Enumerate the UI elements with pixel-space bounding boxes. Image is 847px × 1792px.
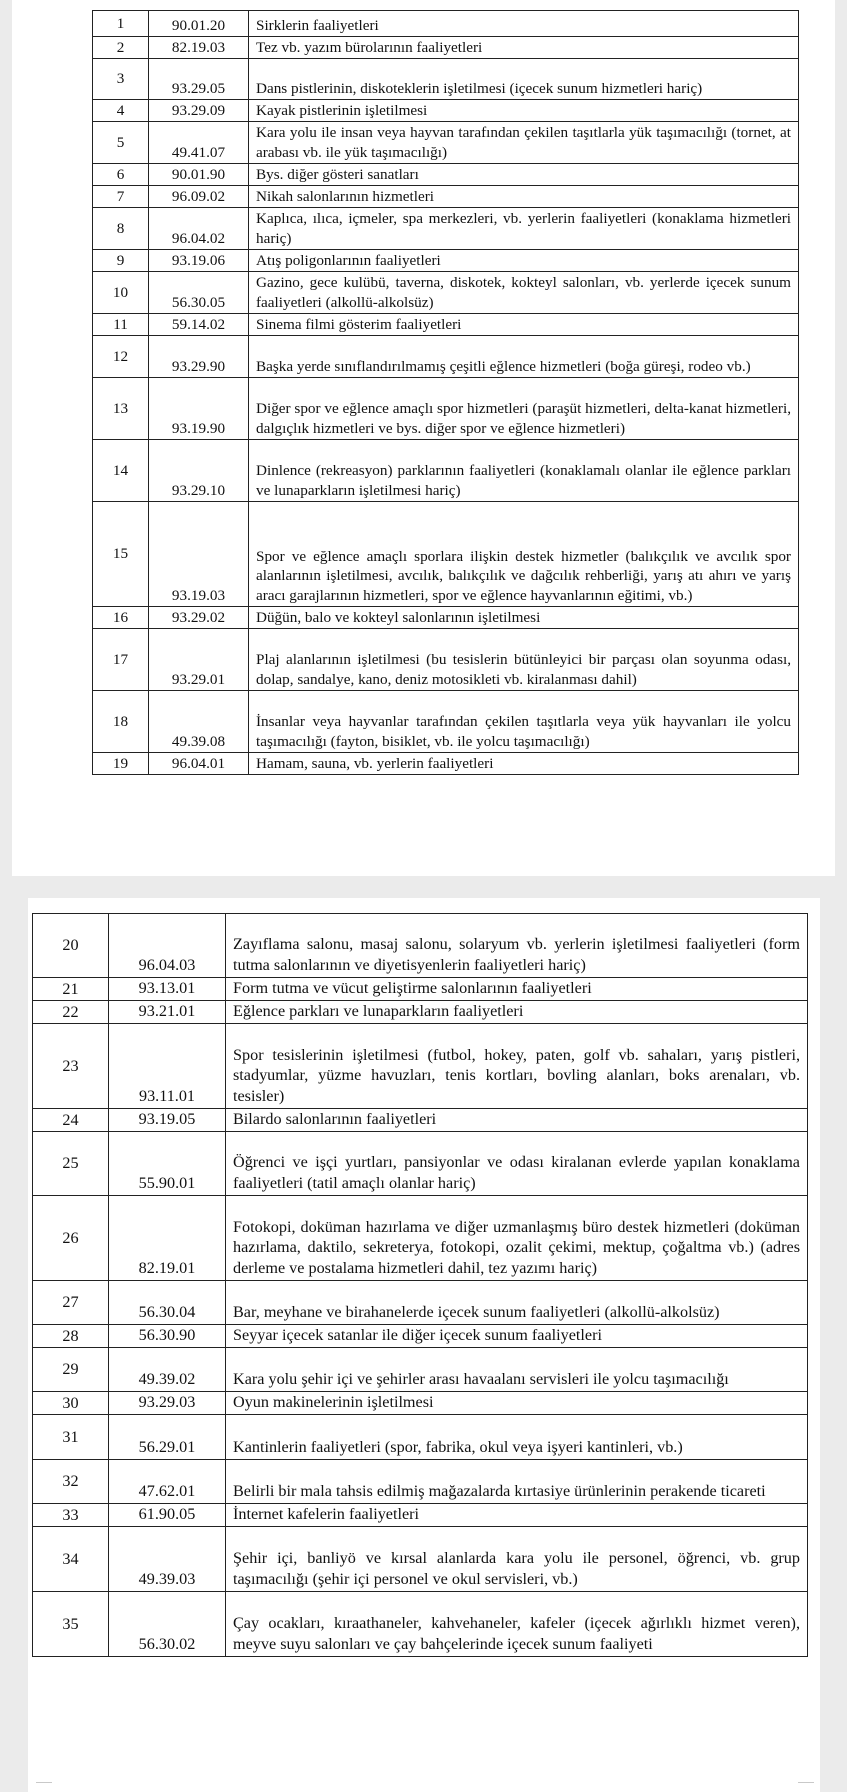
activity-code-cell: 93.19.05 xyxy=(109,1109,226,1132)
activity-description-cell: Spor ve eğlence amaçlı sporlara ilişkin destek hizmetler (balıkçılık ve avcılık spor alanlarının işletilmesi, avcılık, balıkçılık ve dağcılık rehberliği, yarış atı ahırı ve yarış aracı garajlarının hizmetleri, spor ve eğlence hayvanlarının eğitimi, vb.) xyxy=(249,502,799,607)
activity-code-cell: 96.04.03 xyxy=(109,914,226,978)
activity-description-cell: Kayak pistlerinin işletilmesi xyxy=(249,100,799,122)
row-number-cell: 31 xyxy=(33,1415,109,1460)
activity-code-cell: 59.14.02 xyxy=(149,314,249,336)
row-number-cell: 19 xyxy=(93,753,149,775)
row-number-cell: 22 xyxy=(33,1001,109,1024)
row-number-cell: 1 xyxy=(93,11,149,37)
activity-description-cell: Belirli bir mala tahsis edilmiş mağazalarda kırtasiye ürünlerinin perakende ticareti xyxy=(226,1460,808,1504)
row-number-cell: 20 xyxy=(33,914,109,978)
row-number-cell: 30 xyxy=(33,1392,109,1415)
activity-description-cell: Fotokopi, doküman hazırlama ve diğer uzmanlaşmış büro destek hizmetleri (doküman hazırlama, daktilo, sekreterya, fotokopi, ozalit çekimi, mektup, çoğaltma vb.) (adres derleme ve postalama hizmetleri dahil, tez yazımı hariç) xyxy=(226,1196,808,1281)
table-row xyxy=(93,100,799,122)
table-row xyxy=(33,1504,808,1527)
activity-description-cell: Form tutma ve vücut geliştirme salonlarının faaliyetleri xyxy=(226,978,808,1001)
table-row xyxy=(93,59,799,100)
activity-description-cell: Bilardo salonlarının faaliyetleri xyxy=(226,1109,808,1132)
table-row xyxy=(93,691,799,753)
activity-description-cell: Dinlence (rekreasyon) parklarının faaliyetleri (konaklamalı olanlar ile eğlence parkları ve lunaparkların işletilmesi hariç) xyxy=(249,440,799,502)
activity-code-cell: 49.41.07 xyxy=(149,122,249,164)
activity-description-cell: Bar, meyhane ve birahanelerde içecek sunum faaliyetleri (alkollü-alkolsüz) xyxy=(226,1281,808,1325)
table-row xyxy=(33,1392,808,1415)
activity-description-cell: Başka yerde sınıflandırılmamış çeşitli eğlence hizmetleri (boğa güreşi, rodeo vb.) xyxy=(249,336,799,378)
row-number-cell: 12 xyxy=(93,336,149,378)
table-row xyxy=(33,1415,808,1460)
activity-code-cell: 56.30.90 xyxy=(109,1325,226,1348)
table-row xyxy=(93,250,799,272)
row-number-cell: 9 xyxy=(93,250,149,272)
row-number-cell: 5 xyxy=(93,122,149,164)
activity-code-cell: 56.30.04 xyxy=(109,1281,226,1325)
row-number-cell: 3 xyxy=(93,59,149,100)
table-row xyxy=(93,314,799,336)
activity-description-cell: Kaplıca, ılıca, içmeler, spa merkezleri, vb. yerlerin faaliyetleri (konaklama hizmetleri hariç) xyxy=(249,208,799,250)
activity-description-cell: Diğer spor ve eğlence amaçlı spor hizmetleri (paraşüt hizmetleri, delta-kanat hizmetleri, dalgıçlık hizmetleri ve bys. diğer spor ve eğlence hizmetleri) xyxy=(249,378,799,440)
table-row xyxy=(33,1001,808,1024)
activity-description-cell: Çay ocakları, kıraathaneler, kahvehaneler, kafeler (içecek ağırlıklı hizmet veren), meyve suyu salonları ve çay bahçelerinde içecek sunum faaliyeti xyxy=(226,1592,808,1657)
activity-code-cell: 93.19.90 xyxy=(149,378,249,440)
activity-table-1 xyxy=(92,10,799,775)
activity-description-cell: Düğün, balo ve kokteyl salonlarının işletilmesi xyxy=(249,607,799,629)
activity-description-cell: Şehir içi, banliyö ve kırsal alanlarda kara yolu ile personel, öğrenci, vb. grup taşımacılığı (şehir içi personel ve okul servisleri, vb.) xyxy=(226,1527,808,1592)
page-edge-line-right xyxy=(798,1782,814,1783)
row-number-cell: 35 xyxy=(33,1592,109,1657)
activity-code-cell: 56.30.02 xyxy=(109,1592,226,1657)
activity-description-cell: Atış poligonlarının faaliyetleri xyxy=(249,250,799,272)
activity-code-cell: 90.01.20 xyxy=(149,11,249,37)
table-row xyxy=(33,914,808,978)
activity-code-cell: 93.29.09 xyxy=(149,100,249,122)
row-number-cell: 21 xyxy=(33,978,109,1001)
row-number-cell: 29 xyxy=(33,1348,109,1392)
table-row xyxy=(33,1325,808,1348)
activity-code-cell: 93.19.03 xyxy=(149,502,249,607)
row-number-cell: 34 xyxy=(33,1527,109,1592)
row-number-cell: 4 xyxy=(93,100,149,122)
row-number-cell: 24 xyxy=(33,1109,109,1132)
activity-description-cell: Bys. diğer gösteri sanatları xyxy=(249,164,799,186)
row-number-cell: 11 xyxy=(93,314,149,336)
activity-code-cell: 56.29.01 xyxy=(109,1415,226,1460)
row-number-cell: 32 xyxy=(33,1460,109,1504)
document-page-2 xyxy=(28,898,820,1792)
activity-description-cell: Oyun makinelerinin işletilmesi xyxy=(226,1392,808,1415)
row-number-cell: 27 xyxy=(33,1281,109,1325)
activity-description-cell: Öğrenci ve işçi yurtları, pansiyonlar ve odası kiralanan evlerde yapılan konaklama faaliyetleri (tatil amaçlı olanlar hariç) xyxy=(226,1132,808,1196)
row-number-cell: 6 xyxy=(93,164,149,186)
activity-description-cell: Kara yolu ile insan veya hayvan tarafından çekilen taşıtlarla yük taşımacılığı (tornet, at arabası vb. ile yük taşımacılığı) xyxy=(249,122,799,164)
activity-code-cell: 90.01.90 xyxy=(149,164,249,186)
activity-code-cell: 96.04.02 xyxy=(149,208,249,250)
activity-code-cell: 93.29.10 xyxy=(149,440,249,502)
table-row xyxy=(93,336,799,378)
activity-code-cell: 47.62.01 xyxy=(109,1460,226,1504)
row-number-cell: 16 xyxy=(93,607,149,629)
table-row xyxy=(93,11,799,37)
table-row xyxy=(93,164,799,186)
table-row xyxy=(93,607,799,629)
table-row xyxy=(33,1281,808,1325)
row-number-cell: 15 xyxy=(93,502,149,607)
activity-code-cell: 49.39.03 xyxy=(109,1527,226,1592)
table-row xyxy=(33,978,808,1001)
activity-description-cell: İnsanlar veya hayvanlar tarafından çekilen taşıtlarla veya yük hayvanları ile yolcu taşımacılığı (fayton, bisiklet, vb. ile yolcu taşımacılığı) xyxy=(249,691,799,753)
activity-code-cell: 93.29.03 xyxy=(109,1392,226,1415)
activity-description-cell: Sinema filmi gösterim faaliyetleri xyxy=(249,314,799,336)
activity-description-cell: Seyyar içecek satanlar ile diğer içecek sunum faaliyetleri xyxy=(226,1325,808,1348)
activity-description-cell: İnternet kafelerin faaliyetleri xyxy=(226,1504,808,1527)
activity-description-cell: Sirklerin faaliyetleri xyxy=(249,11,799,37)
activity-code-cell: 82.19.03 xyxy=(149,37,249,59)
activity-code-cell: 55.90.01 xyxy=(109,1132,226,1196)
table-row xyxy=(93,440,799,502)
activity-description-cell: Spor tesislerinin işletilmesi (futbol, hokey, paten, golf vb. sahaları, yarış pistleri, stadyumlar, yüzme havuzları, tenis kortları, bovling alanları, boks arenaları, vb. tesisler) xyxy=(226,1024,808,1109)
activity-table-2 xyxy=(32,913,808,1657)
table-row xyxy=(93,378,799,440)
page-edge-line-left xyxy=(36,1782,52,1783)
table-row xyxy=(33,1460,808,1504)
activity-code-cell: 96.04.01 xyxy=(149,753,249,775)
table-row xyxy=(33,1592,808,1657)
row-number-cell: 2 xyxy=(93,37,149,59)
row-number-cell: 8 xyxy=(93,208,149,250)
activity-code-cell: 93.29.02 xyxy=(149,607,249,629)
activity-code-cell: 82.19.01 xyxy=(109,1196,226,1281)
activity-description-cell: Hamam, sauna, vb. yerlerin faaliyetleri xyxy=(249,753,799,775)
activity-code-cell: 96.09.02 xyxy=(149,186,249,208)
table-row xyxy=(93,37,799,59)
table-row xyxy=(93,502,799,607)
row-number-cell: 17 xyxy=(93,629,149,691)
table-row xyxy=(93,208,799,250)
activity-code-cell: 93.29.90 xyxy=(149,336,249,378)
row-number-cell: 18 xyxy=(93,691,149,753)
row-number-cell: 28 xyxy=(33,1325,109,1348)
activity-description-cell: Zayıflama salonu, masaj salonu, solaryum vb. yerlerin işletilmesi faaliyetleri (form tutma salonlarının ve diyetisyenlerin faaliyetleri hariç) xyxy=(226,914,808,978)
table-row xyxy=(33,1132,808,1196)
row-number-cell: 14 xyxy=(93,440,149,502)
activity-description-cell: Tez vb. yazım bürolarının faaliyetleri xyxy=(249,37,799,59)
activity-code-cell: 93.29.01 xyxy=(149,629,249,691)
table-row xyxy=(33,1527,808,1592)
activity-code-cell: 93.13.01 xyxy=(109,978,226,1001)
activity-code-cell: 56.30.05 xyxy=(149,272,249,314)
activity-description-cell: Dans pistlerinin, diskoteklerin işletilmesi (içecek sunum hizmetleri hariç) xyxy=(249,59,799,100)
activity-code-cell: 93.11.01 xyxy=(109,1024,226,1109)
row-number-cell: 25 xyxy=(33,1132,109,1196)
activity-description-cell: Gazino, gece kulübü, taverna, diskotek, kokteyl salonları, vb. yerlerde içecek sunum faaliyetleri (alkollü-alkolsüz) xyxy=(249,272,799,314)
row-number-cell: 13 xyxy=(93,378,149,440)
activity-code-cell: 61.90.05 xyxy=(109,1504,226,1527)
activity-description-cell: Eğlence parkları ve lunaparkların faaliyetleri xyxy=(226,1001,808,1024)
activity-code-cell: 93.21.01 xyxy=(109,1001,226,1024)
activity-description-cell: Kara yolu şehir içi ve şehirler arası havaalanı servisleri ile yolcu taşımacılığı xyxy=(226,1348,808,1392)
table-row xyxy=(93,272,799,314)
table-row xyxy=(33,1109,808,1132)
activity-description-cell: Kantinlerin faaliyetleri (spor, fabrika, okul veya işyeri kantinleri, vb.) xyxy=(226,1415,808,1460)
document-page-1 xyxy=(12,0,835,876)
activity-code-cell: 49.39.02 xyxy=(109,1348,226,1392)
activity-description-cell: Nikah salonlarının hizmetleri xyxy=(249,186,799,208)
table-row xyxy=(33,1348,808,1392)
row-number-cell: 23 xyxy=(33,1024,109,1109)
table-row xyxy=(93,186,799,208)
table-row xyxy=(93,629,799,691)
table-row xyxy=(93,753,799,775)
row-number-cell: 10 xyxy=(93,272,149,314)
table-row xyxy=(33,1196,808,1281)
activity-code-cell: 49.39.08 xyxy=(149,691,249,753)
activity-code-cell: 93.19.06 xyxy=(149,250,249,272)
table-row xyxy=(33,1024,808,1109)
row-number-cell: 7 xyxy=(93,186,149,208)
row-number-cell: 26 xyxy=(33,1196,109,1281)
activity-description-cell: Plaj alanlarının işletilmesi (bu tesislerin bütünleyici bir parçası olan soyunma odası, dolap, sandalye, kano, deniz motosikleti vb. kiralanması dahil) xyxy=(249,629,799,691)
row-number-cell: 33 xyxy=(33,1504,109,1527)
activity-code-cell: 93.29.05 xyxy=(149,59,249,100)
table-row xyxy=(93,122,799,164)
